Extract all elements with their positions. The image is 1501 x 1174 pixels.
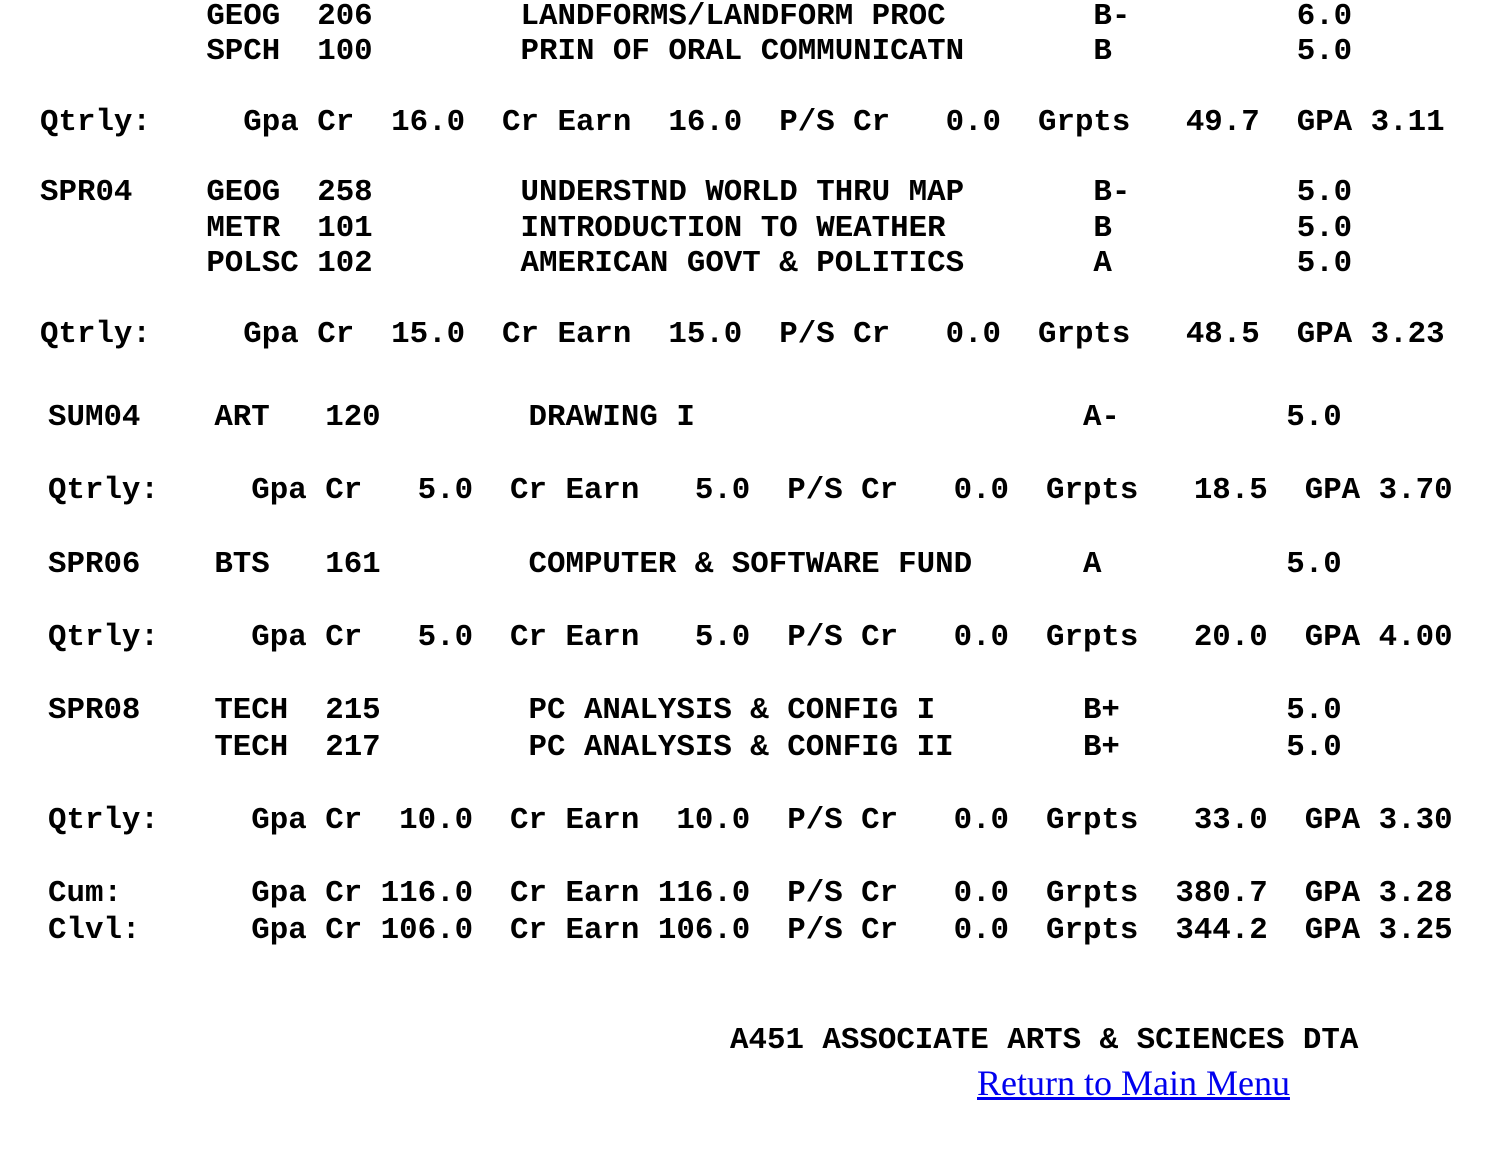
course-row: METR 101 INTRODUCTION TO WEATHER B 5.0 bbox=[40, 211, 1353, 246]
course-row: SPR08 TECH 215 PC ANALYSIS & CONFIG I B+ 5.0 bbox=[48, 693, 1342, 728]
course-row: SUM04 ART 120 DRAWING I A- 5.0 bbox=[48, 400, 1342, 435]
cumulative-summary-row: Cum: Gpa Cr 116.0 Cr Earn 116.0 P/S Cr 0.0 Grpts 380.7 GPA 3.28 bbox=[48, 876, 1453, 911]
course-row: SPCH 100 PRIN OF ORAL COMMUNICATN B 5.0 bbox=[40, 34, 1353, 69]
quarter-summary-row: Qtrly: Gpa Cr 5.0 Cr Earn 5.0 P/S Cr 0.0 Grpts 20.0 GPA 4.00 bbox=[48, 620, 1453, 655]
course-row: SPR06 BTS 161 COMPUTER & SOFTWARE FUND A 5.0 bbox=[48, 547, 1342, 582]
course-row: SPR04 GEOG 258 UNDERSTND WORLD THRU MAP B- 5.0 bbox=[40, 175, 1353, 210]
college-level-summary-row: Clvl: Gpa Cr 106.0 Cr Earn 106.0 P/S Cr 0.0 Grpts 344.2 GPA 3.25 bbox=[48, 913, 1453, 948]
course-row: POLSC 102 AMERICAN GOVT & POLITICS A 5.0 bbox=[40, 246, 1353, 281]
return-to-main-menu-link[interactable]: Return to Main Menu bbox=[977, 1063, 1290, 1103]
course-row: TECH 217 PC ANALYSIS & CONFIG II B+ 5.0 bbox=[48, 730, 1342, 765]
program-label: A451 ASSOCIATE ARTS & SCIENCES DTA bbox=[730, 1023, 1359, 1058]
course-row: GEOG 206 LANDFORMS/LANDFORM PROC B- 6.0 bbox=[40, 0, 1353, 34]
quarter-summary-row: Qtrly: Gpa Cr 5.0 Cr Earn 5.0 P/S Cr 0.0 Grpts 18.5 GPA 3.70 bbox=[48, 473, 1453, 508]
quarter-summary-row: Qtrly: Gpa Cr 16.0 Cr Earn 16.0 P/S Cr 0.0 Grpts 49.7 GPA 3.11 bbox=[40, 105, 1445, 140]
quarter-summary-row: Qtrly: Gpa Cr 10.0 Cr Earn 10.0 P/S Cr 0.0 Grpts 33.0 GPA 3.30 bbox=[48, 803, 1453, 838]
quarter-summary-row: Qtrly: Gpa Cr 15.0 Cr Earn 15.0 P/S Cr 0.0 Grpts 48.5 GPA 3.23 bbox=[40, 317, 1445, 352]
